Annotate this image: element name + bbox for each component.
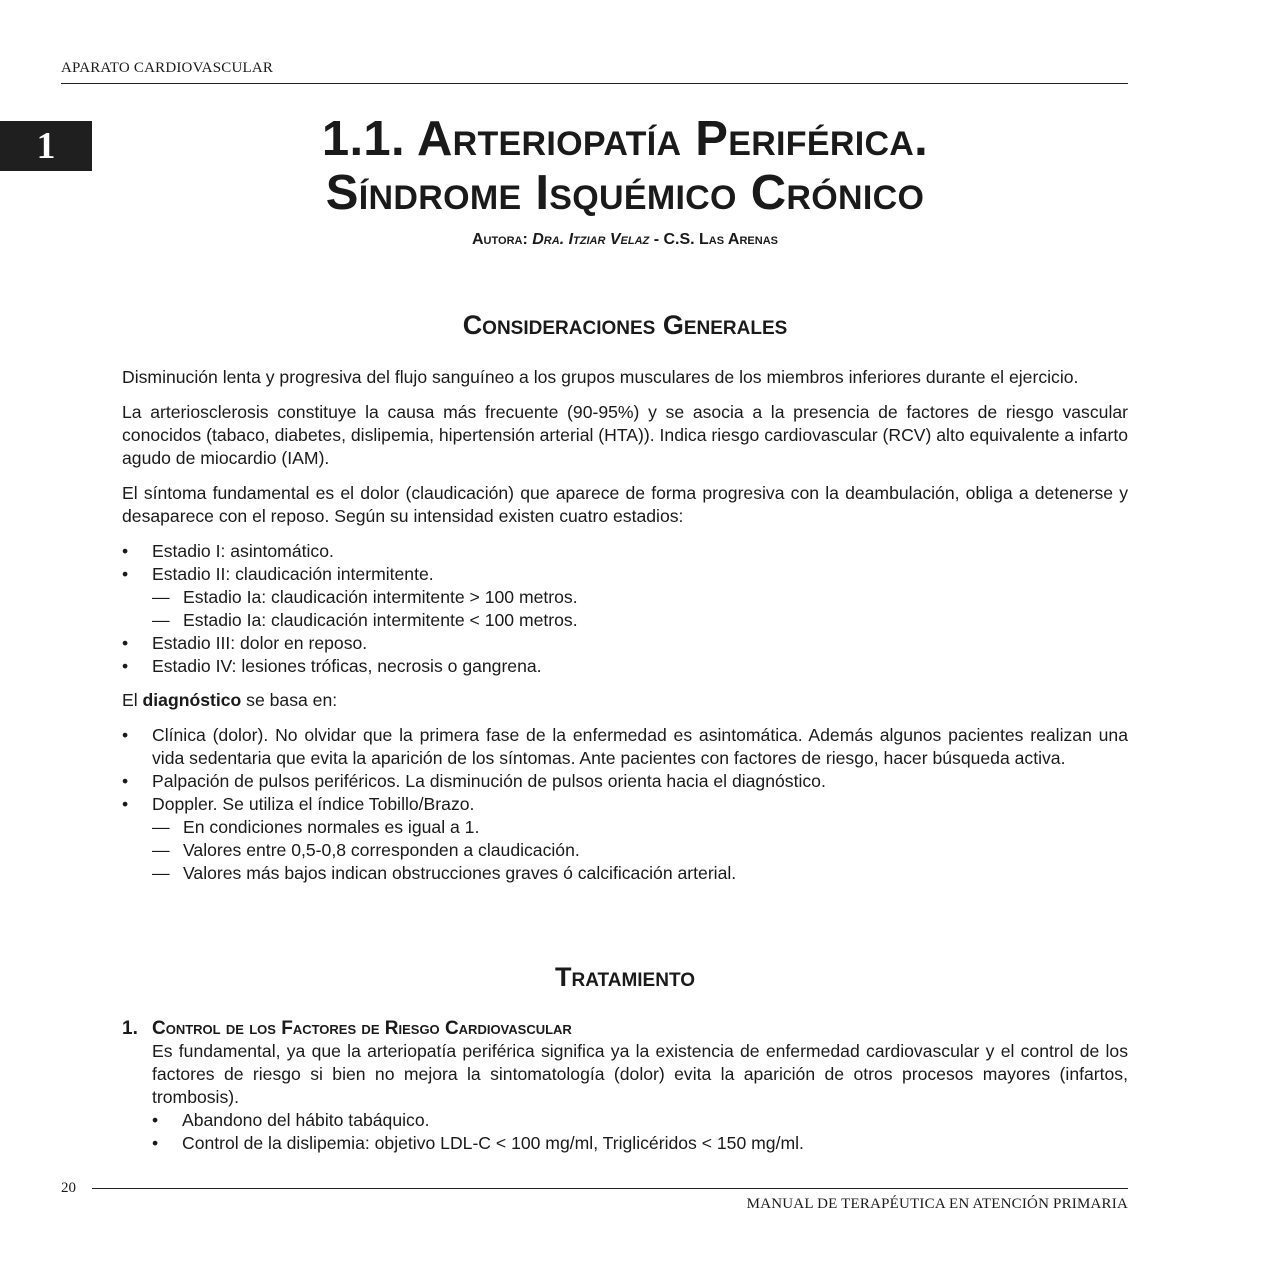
author-center: C.S. Las Arenas — [663, 231, 778, 248]
paragraph: Es fundamental, ya que la arteriopatía periférica significa ya la existencia de enfermedad cardiovascular y el control de los factores de riesgo si bien no mejora la sintomatología (dolor) evita la aparición de otros procesos mayores (infartos, trombosis). — [152, 1041, 1128, 1107]
list-item: • Abandono del hábito tabáquico. — [152, 1110, 430, 1130]
list-item: • Palpación de pulsos periféricos. La disminución de pulsos orienta hacia el diagnóstico. — [122, 771, 826, 791]
list-item: • Control de la dislipemia: objetivo LDL-C < 100 mg/ml, Triglicéridos < 150 mg/ml. — [152, 1133, 804, 1153]
estadios-list — [122, 540, 1128, 678]
bullet-icon: • — [122, 656, 129, 676]
diagnostico-term: diagnóstico — [142, 690, 242, 710]
bullet-icon: • — [122, 633, 129, 653]
author-label: Autora: — [472, 231, 528, 248]
paragraph: El síntoma fundamental es el dolor (claudicación) que aparece de forma progresiva con la deambulación, obliga a detenerse y desaparece con el reposo. Según su intensidad existen cuatro estadios: — [122, 483, 1128, 526]
bullet-icon: • — [122, 771, 129, 791]
list-item: • Estadio III: dolor en reposo. — [122, 633, 368, 653]
page-title-line-1: 1.1. Arteriopatía Periférica. — [321, 112, 929, 166]
chapter-number-tab: 1 — [0, 121, 92, 171]
sub-list-item: — Estadio Ia: claudicación intermitente < 100 metros. — [152, 610, 578, 630]
author-line — [0, 231, 1250, 249]
dash-icon: — — [152, 587, 170, 607]
tratamiento-list — [152, 1109, 1128, 1155]
section-heading-tratamiento: Tratamiento — [555, 962, 695, 992]
subsection-body — [122, 1040, 1128, 1155]
subsection-control-factores — [122, 1017, 1128, 1166]
header-rule — [61, 83, 1128, 84]
running-head: APARATO CARDIOVASCULAR — [61, 60, 274, 76]
list-item: • Estadio IV: lesiones tróficas, necrosis o gangrena. — [122, 656, 542, 676]
section-heading-consideraciones: Consideraciones Generales — [462, 310, 788, 340]
bullet-icon: • — [122, 564, 129, 584]
list-item: • Clínica (dolor). No olvidar que la primera fase de la enfermedad es asintomática. Además algunos pacientes realizan una vida sedentaria que evita la aparición de los síntomas. Ante pacientes con factores de riesgo, hacer búsqueda activa. — [122, 725, 1128, 768]
paragraph: La arteriosclerosis constituye la causa más frecuente (90-95%) y se asocia a la presencia de factores de riesgo vascular conocidos (tabaco, diabetes, dislipemia, hipertensión arterial (HTA)). Indica riesgo cardiovascular (RCV) alto equivalente a infarto agudo de miocardio (IAM). — [122, 402, 1128, 468]
dash-icon: — — [152, 840, 170, 860]
page-number: 20 — [61, 1180, 76, 1196]
sub-list-item: — En condiciones normales es igual a 1. — [152, 817, 480, 837]
bullet-icon: • — [122, 794, 129, 814]
sub-list-item: — Estadio Ia: claudicación intermitente > 100 metros. — [152, 587, 578, 607]
author-name: Dra. Itziar Velaz — [532, 231, 650, 248]
bullet-icon: • — [152, 1133, 159, 1153]
footer-book-title: MANUAL DE TERAPÉUTICA EN ATENCIÓN PRIMARIA — [746, 1196, 1128, 1212]
list-item: • Estadio II: claudicación intermitente. — [122, 564, 434, 584]
page-title-line-2: Síndrome Isquémico Crónico — [325, 166, 925, 220]
footer-rule — [92, 1188, 1128, 1189]
dash-icon: — — [152, 610, 170, 630]
sub-list-item: — Valores entre 0,5-0,8 corresponden a claudicación. — [152, 840, 580, 860]
dash-icon: — — [152, 817, 170, 837]
list-item: • Estadio I: asintomático. — [122, 541, 334, 561]
bullet-icon: • — [122, 725, 129, 745]
diagnostico-intro: El diagnóstico se basa en: — [122, 690, 338, 710]
diagnostico-list — [122, 724, 1128, 885]
subsection-title: 1. Control de los Factores de Riesgo Cardiovascular — [122, 1018, 572, 1039]
bullet-icon: • — [122, 541, 129, 561]
list-item: • Doppler. Se utiliza el índice Tobillo/Brazo. — [122, 794, 475, 814]
consideraciones-body — [122, 366, 1128, 896]
bullet-icon: • — [152, 1110, 159, 1130]
paragraph: Disminución lenta y progresiva del flujo sanguíneo a los grupos musculares de los miembros inferiores durante el ejercicio. — [122, 367, 1079, 387]
dash-icon: — — [152, 863, 170, 883]
sub-list-item: — Valores más bajos indican obstrucciones graves ó calcificación arterial. — [152, 863, 737, 883]
author-separator: - — [649, 231, 664, 248]
title-block — [0, 112, 1250, 249]
subsection-number: 1. — [122, 1018, 138, 1039]
